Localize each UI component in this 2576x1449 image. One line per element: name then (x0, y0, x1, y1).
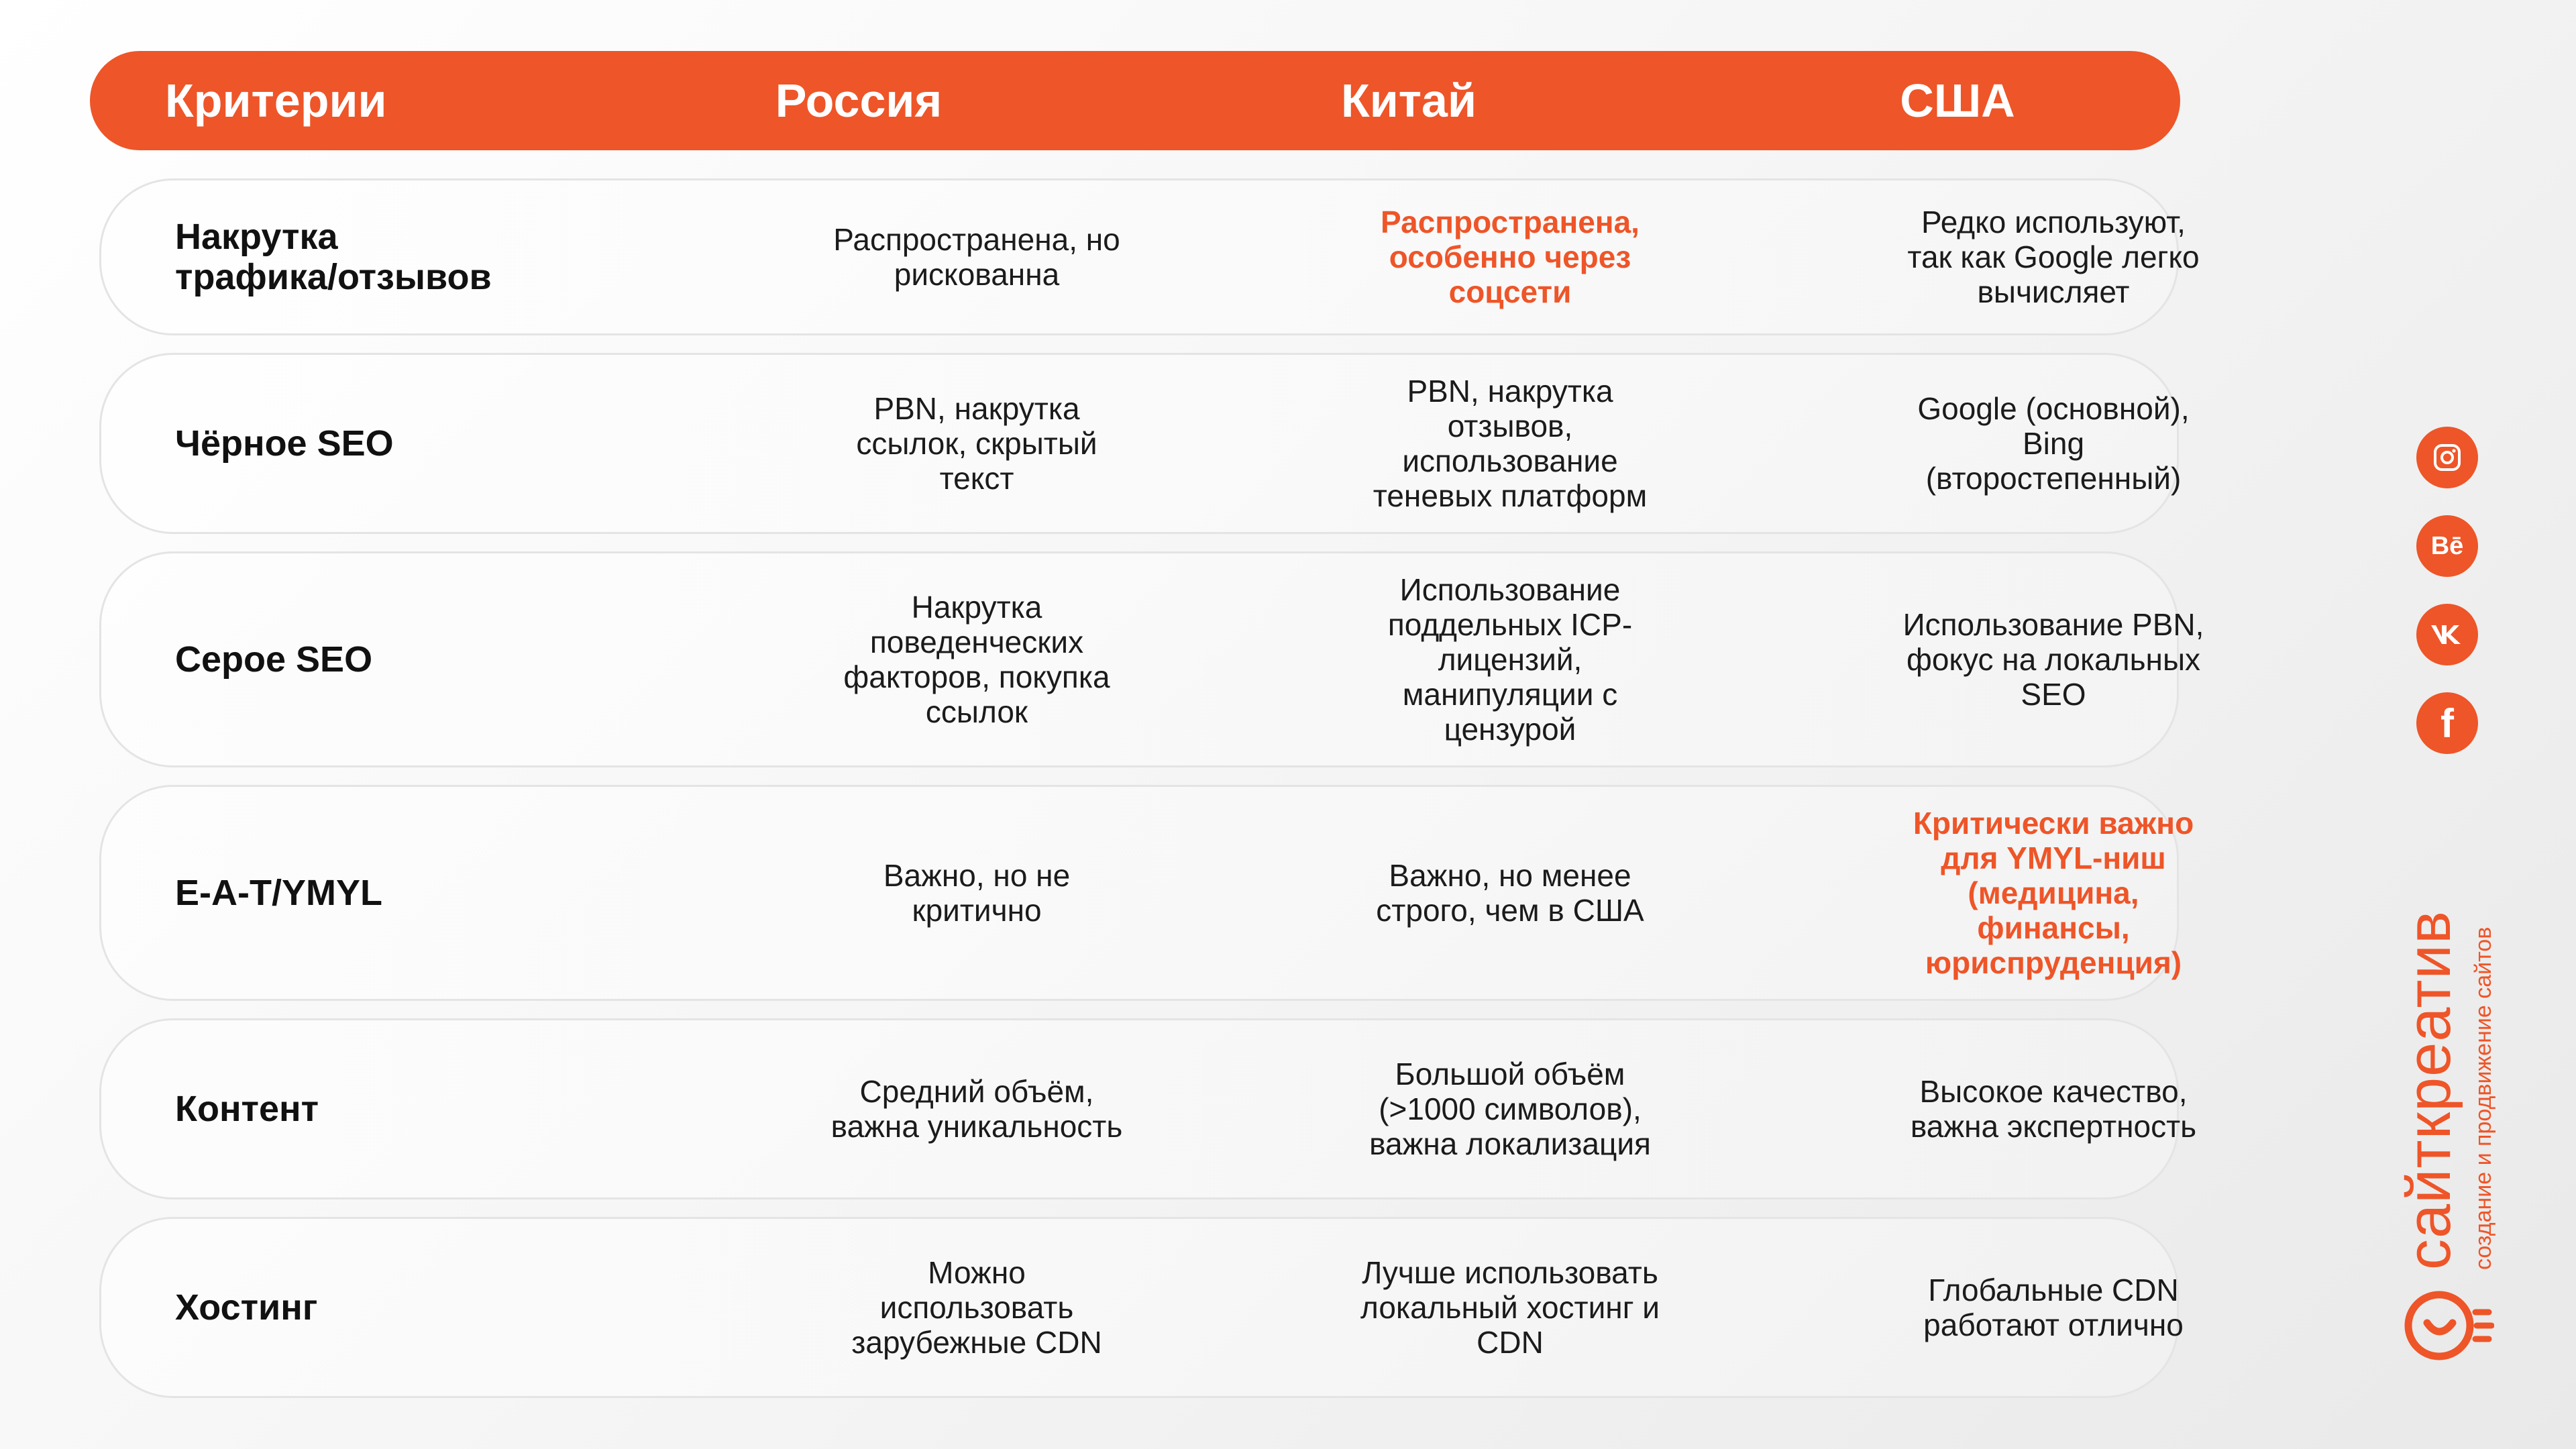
china-cell (1255, 1020, 1765, 1197)
cell-line: Критически важно (1913, 806, 2194, 841)
criterion-line: Хостинг (175, 1287, 318, 1328)
cell-line: ссылок (925, 694, 1028, 729)
table-row (99, 785, 2194, 1001)
criterion-cell (175, 553, 645, 765)
usa-cell (1799, 355, 2308, 532)
header-criteria: Критерии (165, 74, 387, 127)
cell-line: использование (1402, 443, 1618, 478)
cell-line: поведенческих (869, 625, 1084, 659)
cell-line: цензурой (1444, 712, 1576, 747)
brand-text (2395, 888, 2496, 1270)
table-row (99, 353, 2190, 534)
table-row (99, 178, 2200, 335)
behance-icon: Bē (2430, 531, 2464, 560)
cell-line: рискованна (894, 257, 1060, 292)
usa-cell (1799, 1020, 2308, 1197)
criterion-line: E-A-T/YMYL (175, 873, 382, 913)
china-cell (1255, 553, 1765, 765)
cell-line: Важно, но менее (1389, 858, 1631, 893)
usa-cell (1799, 180, 2308, 333)
usa-cell (1799, 787, 2308, 999)
cell-line: использовать (879, 1290, 1074, 1325)
cell-line: (>1000 символов), (1379, 1091, 1642, 1126)
cell-line: теневых платформ (1373, 478, 1648, 513)
china-cell (1255, 1219, 1765, 1396)
criterion-cell (175, 355, 645, 532)
cell-line: критично (912, 893, 1042, 928)
cell-line: манипуляции с (1402, 677, 1618, 712)
china-cell (1255, 180, 1765, 333)
cell-line: Можно (928, 1255, 1026, 1290)
cell-line: Использование (1399, 572, 1621, 607)
cell-line: Высокое качество, (1919, 1074, 2188, 1109)
instagram-link[interactable] (2416, 427, 2478, 488)
cell-line: поддельных ICP- (1387, 607, 1633, 642)
cell-line: Лучше использовать (1362, 1255, 1658, 1290)
table-row (99, 1217, 2184, 1398)
usa-cell (1799, 553, 2308, 765)
cell-line: юриспруденция) (1925, 945, 2182, 980)
cell-line: зарубежные CDN (851, 1325, 1102, 1360)
cell-line: важна локализация (1369, 1126, 1651, 1161)
header-russia: Россия (775, 74, 943, 127)
cell-line: CDN (1477, 1325, 1544, 1360)
instagram-icon (2431, 441, 2463, 474)
russia-cell (722, 355, 1232, 532)
cell-line: лицензий, (1438, 642, 1582, 677)
cell-line: PBN, накрутка (873, 391, 1080, 426)
russia-cell (722, 1219, 1232, 1396)
cell-line: важна уникальность (830, 1109, 1123, 1144)
table-header (90, 51, 2180, 150)
cell-line: Распространена, но (833, 222, 1120, 257)
cell-line: PBN, накрутка (1407, 374, 1613, 409)
cell-line: особенно через (1389, 239, 1631, 274)
russia-cell (722, 553, 1232, 765)
cell-line: работают отлично (1923, 1307, 2184, 1342)
brand-name: сайткреатив (2395, 910, 2463, 1270)
cell-line: соцсети (1448, 274, 1572, 309)
cell-line: отзывов, (1447, 409, 1573, 443)
brand-tagline: создание и продвижение сайтов (2471, 926, 2496, 1270)
criterion-cell (175, 180, 645, 333)
criterion-line: Контент (175, 1089, 319, 1129)
cell-line: Средний объём, (859, 1074, 1094, 1109)
china-cell (1255, 787, 1765, 999)
cell-line: Google (основной), (1917, 391, 2190, 426)
cell-line: фокус на локальных (1906, 642, 2201, 677)
vk-link[interactable] (2416, 604, 2478, 665)
cell-line: (второстепенный) (1925, 461, 2182, 496)
cell-line: Редко используют, (1921, 205, 2186, 239)
cell-line: строго, чем в США (1376, 893, 1644, 928)
brand-logo (2395, 885, 2496, 1368)
cell-line: локальный хостинг и (1360, 1290, 1660, 1325)
criterion-cell (175, 787, 645, 999)
cell-line: Глобальные CDN (1928, 1273, 2179, 1307)
criterion-cell (175, 1219, 645, 1396)
brand-mark-icon (2400, 1281, 2494, 1368)
cell-line: так как Google легко (1907, 239, 2200, 274)
russia-cell (722, 787, 1232, 999)
cell-line: Bing (2022, 426, 2085, 461)
cell-line: текст (939, 461, 1014, 496)
china-cell (1255, 355, 1765, 532)
cell-line: ссылок, скрытый (856, 426, 1097, 461)
criterion-cell (175, 1020, 645, 1197)
cell-line: (медицина, (1968, 875, 2139, 910)
cell-line: финансы, (1977, 910, 2130, 945)
criterion-line: Чёрное SEO (175, 423, 394, 464)
header-china: Китай (1340, 74, 1477, 127)
cell-line: Важно, но не (883, 858, 1071, 893)
cell-line: факторов, покупка (843, 659, 1110, 694)
cell-line: Распространена, (1381, 205, 1640, 239)
cell-line: Накрутка (911, 590, 1042, 625)
facebook-link[interactable] (2416, 692, 2478, 754)
criterion-line: Накрутка (175, 217, 338, 257)
russia-cell (722, 1020, 1232, 1197)
cell-line: Большой объём (1395, 1057, 1625, 1091)
cell-line: Использование PBN, (1902, 607, 2204, 642)
cell-line: важна экспертность (1910, 1109, 2197, 1144)
cell-line: вычисляет (1977, 274, 2130, 309)
vk-icon (2428, 621, 2466, 648)
cell-line: SEO (2021, 677, 2086, 712)
usa-cell (1799, 1219, 2308, 1396)
criterion-line: трафика/отзывов (175, 257, 492, 297)
table-row (99, 551, 2204, 767)
header-usa: США (1900, 74, 2015, 127)
behance-link[interactable] (2416, 515, 2478, 577)
table-row (99, 1018, 2197, 1199)
facebook-icon: f (2440, 700, 2454, 746)
russia-cell (722, 180, 1232, 333)
cell-line: для YMYL-ниш (1941, 841, 2166, 875)
criterion-line: Серое SEO (175, 639, 373, 680)
